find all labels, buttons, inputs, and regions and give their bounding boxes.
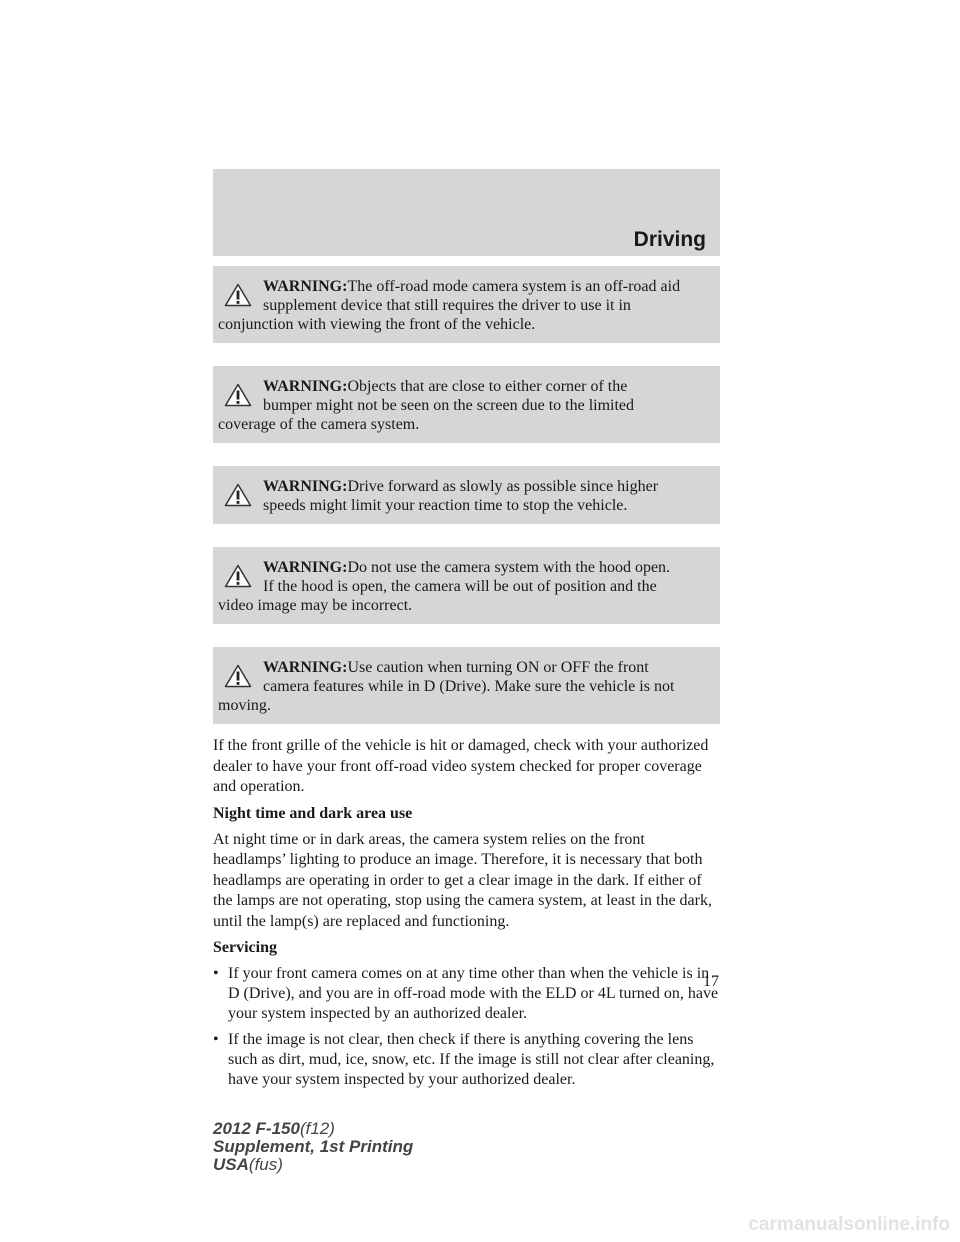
servicing-list	[213, 964, 720, 1090]
footer-printing: Supplement, 1st Printing	[213, 1137, 414, 1156]
warning-triangle-icon	[224, 283, 252, 307]
warning-text-line1: Do not use the camera system with the hood open.	[347, 559, 671, 576]
warning-text-line2: supplement device that still requires the driver to use it in	[263, 297, 631, 314]
warning-box	[213, 366, 720, 443]
warning-text-rest: coverage of the camera system.	[218, 416, 420, 433]
warning-label: WARNING:	[263, 659, 348, 676]
warning-text-line2: camera features while in D (Drive). Make sure the vehicle is not	[263, 678, 675, 695]
section-header	[213, 169, 720, 256]
warning-triangle-icon	[224, 564, 252, 588]
list-item: • If the image is not clear, then check if there is anything covering the lens such as dirt, mud, ice, snow, etc. If the image is still not clear after cleaning, have your system inspected by your authorized dealer.	[213, 1031, 715, 1088]
warning-text-line1: Use caution when turning ON or OFF the front	[347, 659, 649, 676]
warning-text-line2: speeds might limit your reaction time to stop the vehicle.	[263, 497, 628, 514]
watermark: carmanualsonline.info	[748, 1214, 950, 1235]
warning-text-rest: video image may be incorrect.	[218, 597, 413, 614]
footer-model-code: (f12)	[299, 1119, 335, 1138]
warning-box	[213, 647, 720, 724]
servicing-heading: Servicing	[213, 939, 277, 956]
night-use-heading: Night time and dark area use	[213, 804, 413, 822]
warning-text-line2: bumper might not be seen on the screen due to the limited	[263, 397, 635, 414]
warning-text-rest: moving.	[218, 697, 271, 714]
grille-damage-paragraph: If the front grille of the vehicle is hit or damaged, check with your authorized dealer to have your front off-road video system checked for proper coverage and operation.	[213, 737, 709, 795]
bullet-glyph: •	[213, 1031, 219, 1048]
warning-triangle-icon	[224, 483, 252, 507]
print-footer	[213, 1120, 413, 1174]
warning-triangle-icon	[224, 664, 252, 688]
page-content	[213, 266, 720, 1096]
bullet-glyph: •	[213, 965, 219, 982]
footer-market-code: (fus)	[248, 1155, 283, 1174]
page-number: 17	[703, 973, 719, 990]
section-title: Driving	[633, 228, 706, 251]
warning-text-line1: Drive forward as slowly as possible since higher	[347, 478, 659, 495]
warning-text-line1: The off-road mode camera system is an off-road aid	[347, 278, 681, 295]
warning-text-line1: Objects that are close to either corner of the	[347, 378, 628, 395]
warning-label: WARNING:	[263, 278, 348, 295]
warning-text-rest: conjunction with viewing the front of the vehicle.	[218, 316, 536, 333]
night-use-paragraph: At night time or in dark areas, the camera system relies on the front headlamps’ lighting to produce an image. Therefore, it is necessary that both headlamps are operating in order to get a clear image in the dark. If either of the lamps are not operating, stop using the camera system, at least in the dark, until the lamp(s) are replaced and functioning.	[213, 830, 712, 930]
footer-market: USA	[213, 1155, 249, 1174]
footer-model: 2012 F-150	[213, 1119, 300, 1138]
list-item: • If your front camera comes on at any time other than when the vehicle is in D (Drive), and you are in off-road mode with the ELD or 4L turned on, have your system inspected by an authorized dealer.	[213, 965, 719, 1022]
warning-text-line2: If the hood is open, the camera will be out of position and the	[263, 578, 657, 595]
warning-label: WARNING:	[263, 378, 348, 395]
warning-box	[213, 266, 720, 343]
warning-label: WARNING:	[263, 478, 348, 495]
warning-box	[213, 547, 720, 624]
warning-label: WARNING:	[263, 559, 348, 576]
warning-box	[213, 466, 720, 524]
warning-triangle-icon	[224, 383, 252, 407]
